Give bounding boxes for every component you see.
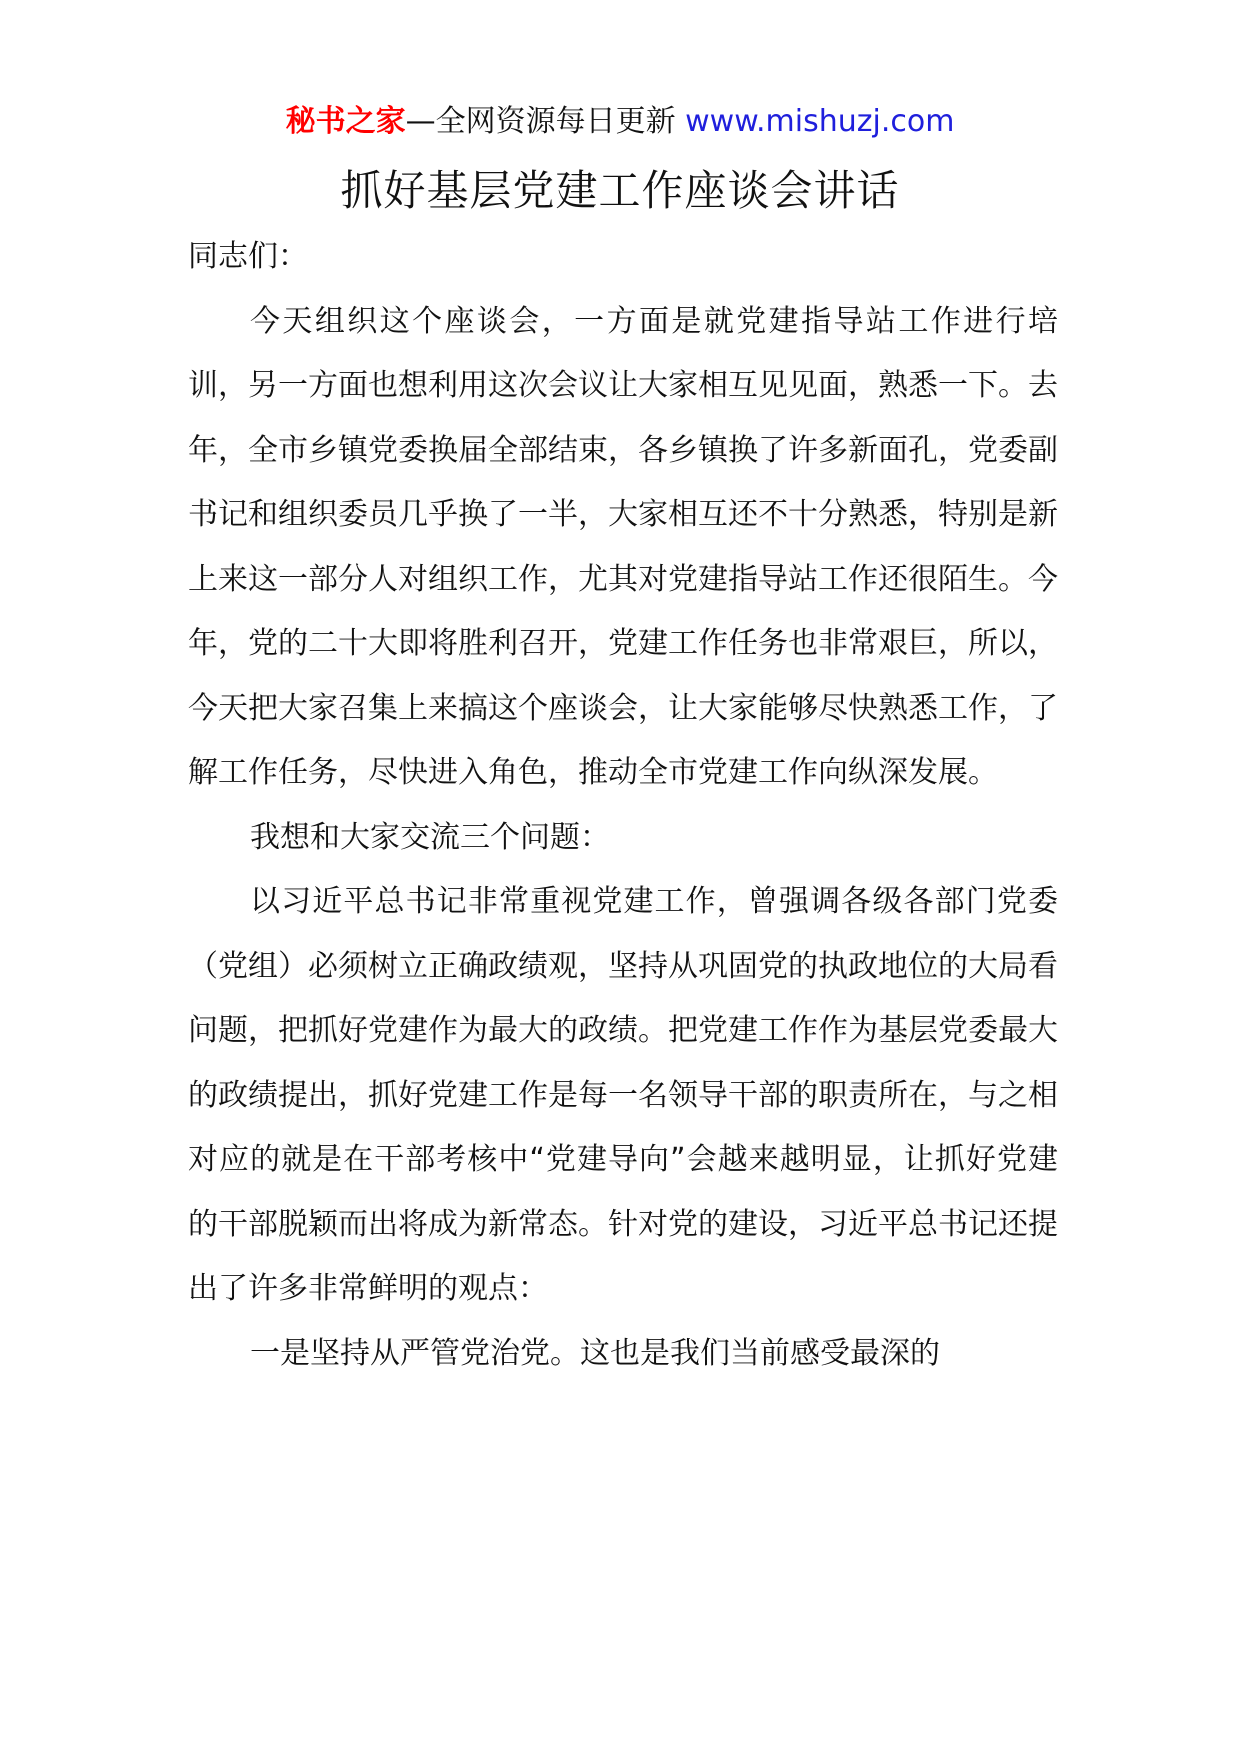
paragraph-2: 我想和大家交流三个问题： xyxy=(250,819,610,855)
paragraph-4: 一是坚持从严管党治党。这也是我们当前感受最深的 xyxy=(250,1335,940,1371)
header-brand: 秘书之家 xyxy=(285,104,406,139)
header-site-link[interactable]: www.mishuzj.com xyxy=(685,104,955,139)
page-header xyxy=(0,100,1240,144)
salutation: 同志们： xyxy=(188,239,308,274)
document-body xyxy=(188,225,1058,1386)
paragraph-3: 以习近平总书记非常重视党建工作，曾强调各级各部门党委（党组）必须树立正确政绩观，坚持从巩固党的执政地位的大局看问题，把抓好党建作为最大的政绩。把党建工作作为基层党委最大的政绩提出，抓好党建工作是每一名领导干部的职责所在，与之相对应的就是在干部考核中“党建导向”会越来越明显，让抓好党建的干部脱颖而出将成为新常态。针对党的建设，习近平总书记还提出了许多非常鲜明的观点： xyxy=(188,884,1058,1306)
header-tagline: —全网资源每日更新 xyxy=(405,104,686,139)
paragraph-1: 今天组织这个座谈会，一方面是就党建指导站工作进行培训，另一方面也想利用这次会议让大家相互见见面，熟悉一下。去年，全市乡镇党委换届全部结束，各乡镇换了许多新面孔，党委副书记和组织委员几乎换了一半，大家相互还不十分熟悉，特别是新上来这一部分人对组织工作，尤其对党建指导站工作还很陌生。今年，党的二十大即将胜利召开，党建工作任务也非常艰巨，所以，今天把大家召集上来搞这个座谈会，让大家能够尽快熟悉工作，了解工作任务，尽快进入角色，推动全市党建工作向纵深发展。 xyxy=(188,303,1058,790)
document-title: 抓好基层党建工作座谈会讲话 xyxy=(340,166,900,215)
